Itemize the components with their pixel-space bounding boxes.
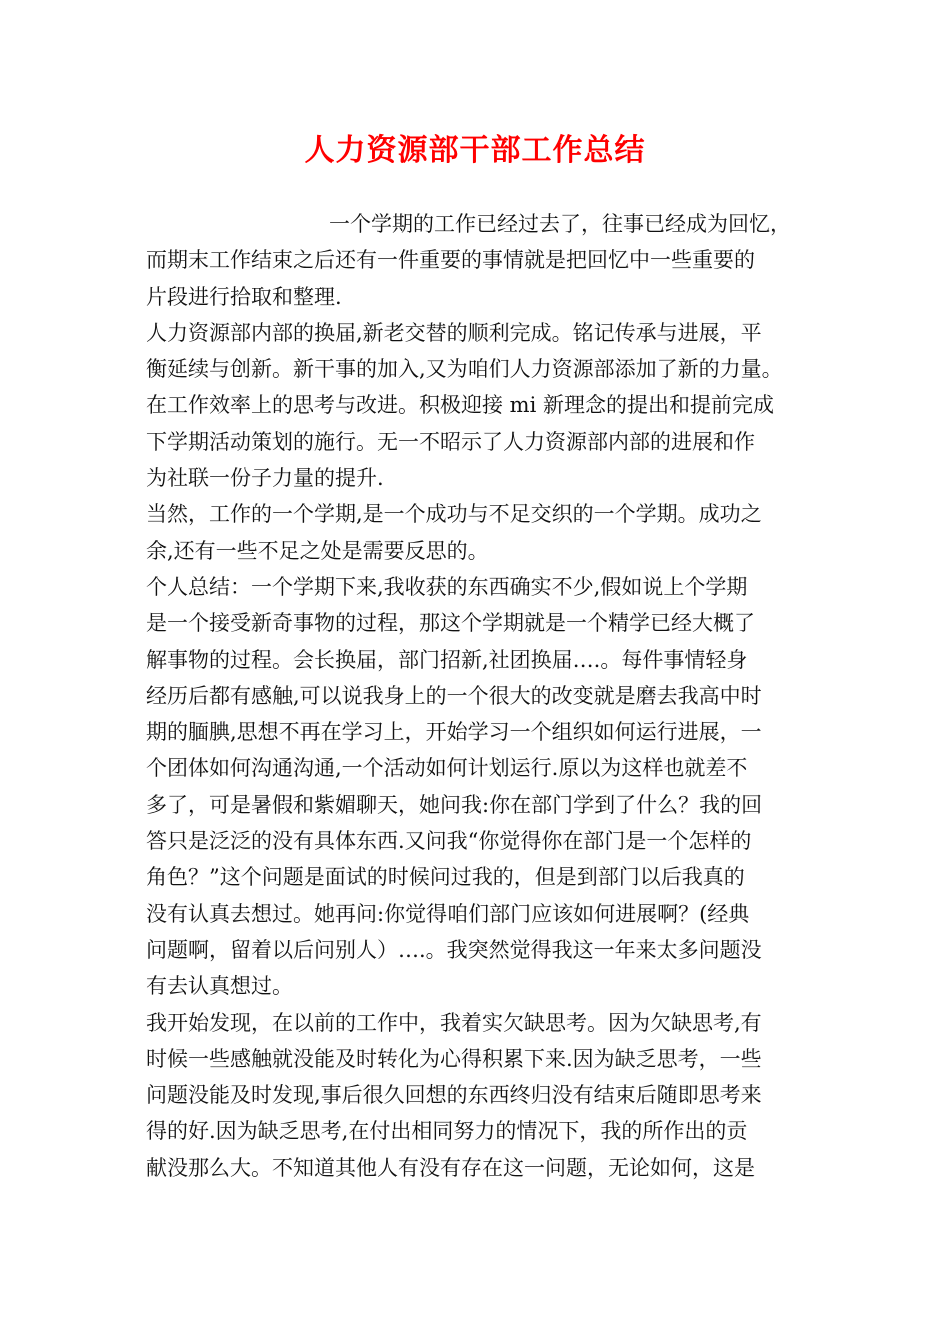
body-line: 问题啊，留着以后问别人）….。我突然觉得我这一年来太多问题没 (146, 937, 762, 962)
body-line: 一个学期的工作已经过去了，往事已经成为回忆， (329, 212, 791, 236)
body-line: 经历后都有感触,可以说我身上的一个很大的改变就是磨去我高中时 (146, 683, 762, 708)
body-line: 答只是泛泛的没有具体东西.又问我“你觉得你在部门是一个怎样的 (146, 829, 752, 854)
body-line: 而期末工作结束之后还有一件重要的事情就是把回忆中一些重要的 (146, 248, 755, 273)
body-line: 问题没能及时发现,事后很久回想的东西终归没有结束后随即思考来 (146, 1083, 762, 1108)
body-line: 时候一些感触就没能及时转化为心得积累下来.因为缺乏思考，一些 (146, 1046, 762, 1071)
body-line: 是一个接受新奇事物的过程，那这个学期就是一个精学已经大概了 (146, 611, 755, 636)
body-line: 解事物的过程。会长换届，部门招新,社团换届….。每件事情轻身 (146, 647, 748, 672)
body-line: 余,还有一些不足之处是需要反思的。 (146, 538, 489, 563)
body-line: 为社联一份子力量的提升. (146, 466, 384, 491)
body-line: 当然，工作的一个学期,是一个成功与不足交织的一个学期。成功之 (146, 502, 762, 527)
body-line: 衡延续与创新。新干事的加入,又为咱们人力资源部添加了新的力量。 (146, 357, 783, 382)
body-line: 期的腼腆,思想不再在学习上，开始学习一个组织如何运行进展，一 (146, 720, 762, 745)
body-line: 角色？”这个问题是面试的时候问过我的，但是到部门以后我真的 (146, 865, 745, 890)
body-line: 得的好.因为缺乏思考,在付出相同努力的情况下，我的所作出的贡 (146, 1119, 748, 1144)
body-line: 献没那么大。不知道其他人有没有存在这一问题，无论如何，这是 (146, 1155, 755, 1180)
document-body (146, 206, 816, 1186)
body-line: 没有认真去想过。她再问:你觉得咱们部门应该如何进展啊？(经典 (146, 901, 750, 926)
body-line: 下学期活动策划的施行。无一不昭示了人力资源部内部的进展和作 (146, 429, 755, 454)
document-title: 人力资源部干部工作总结 (304, 133, 646, 168)
body-line: 片段进行拾取和整理. (146, 284, 342, 309)
body-line: 在工作效率上的思考与改进。积极迎接 mi 新理念的提出和提前完成 (146, 393, 774, 418)
body-line: 人力资源部内部的换届,新老交替的顺利完成。铭记传承与进展，平 (146, 320, 762, 345)
body-line: 有去认真想过。 (146, 974, 293, 999)
body-line: 多了，可是暑假和紫媚聊天，她问我:你在部门学到了什么？我的回 (146, 792, 763, 817)
body-line: 我开始发现，在以前的工作中，我着实欠缺思考。因为欠缺思考,有 (146, 1010, 762, 1035)
body-line: 个团体如何沟通沟通,一个活动如何计划运行.原以为这样也就差不 (146, 756, 748, 781)
body-line: 个人总结：一个学期下来,我收获的东西确实不少,假如说上个学期 (146, 574, 748, 599)
